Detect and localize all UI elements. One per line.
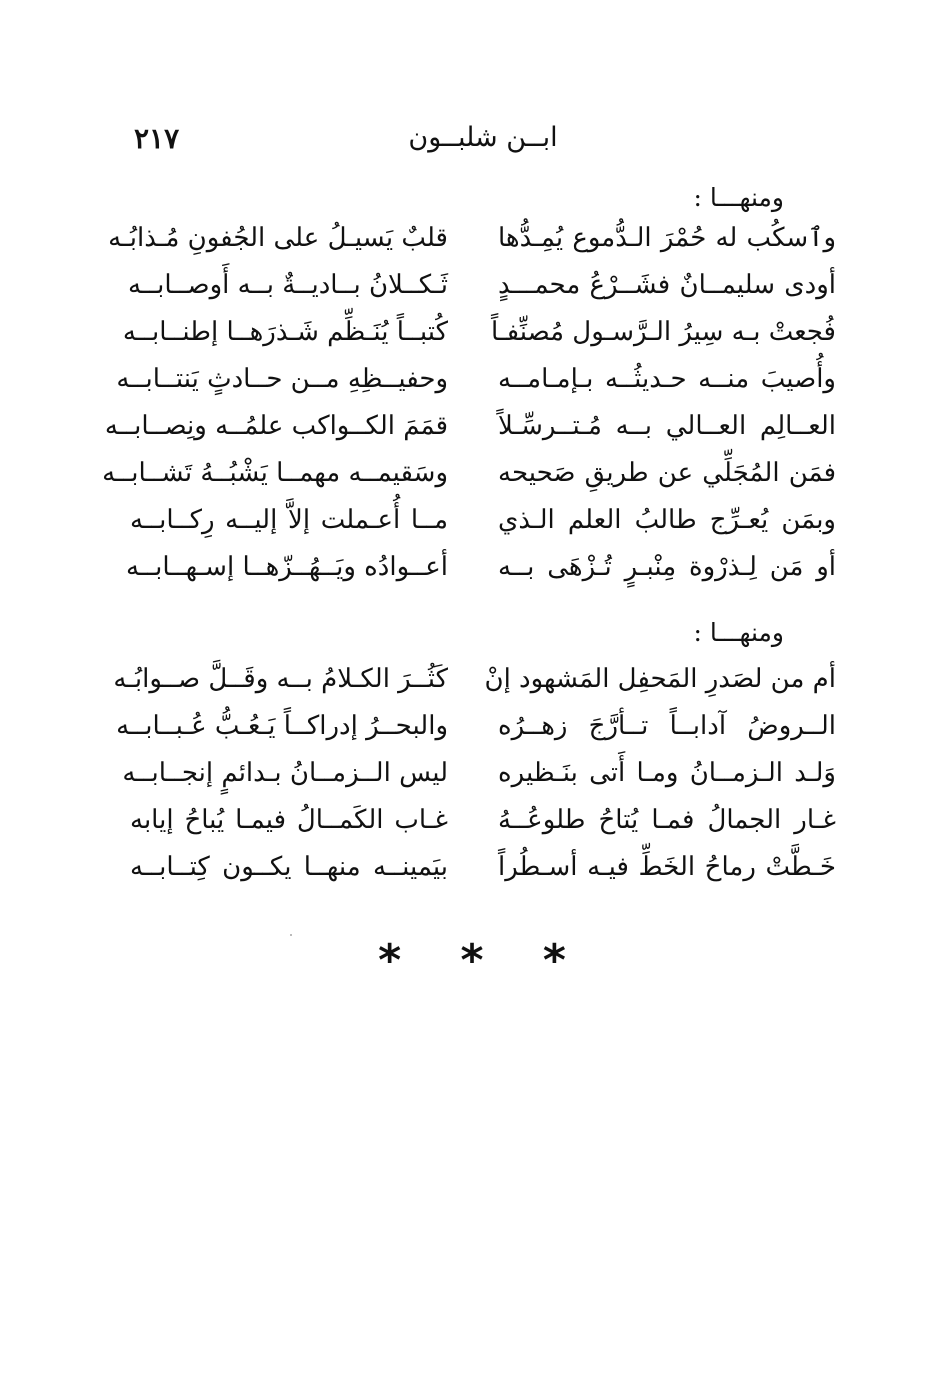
first-hemistich: خَـطَّتْ رماحُ الخَطِّ فيـه أسـطُراً	[498, 852, 836, 882]
first-hemistich: وبمَن يُعـرِّج طالبُ العلم الـذي	[498, 505, 836, 535]
second-hemistich: وسَقيمــه مهمــا يَشْبُــهُ تَشــابــه	[102, 458, 448, 488]
second-hemistich: كُتبــاً يُنَـظِّم شَـذرَهــا إطنــابــه	[122, 317, 448, 347]
section-separator: * * *	[378, 935, 588, 986]
verse-line	[130, 805, 836, 849]
first-hemistich: وَلـد الـزمــانُ ومـا أَتى بنَـظيره	[498, 758, 836, 788]
first-hemistich: فمَن المُجَلِّي عن طريقِ صَحيحه	[498, 458, 836, 488]
first-hemistich: فُجعتْ بـه سِيرُ الـرَّسـول مُصنِّفـاً	[491, 317, 836, 347]
verse-line	[102, 458, 836, 502]
page-number: ٢١٧	[134, 122, 180, 155]
verse-line	[104, 411, 836, 455]
verse-line	[113, 664, 836, 708]
second-hemistich: وحفيــظِهِ مــن حــادثٍ يَنتــابــه	[116, 364, 448, 394]
verse-line	[116, 364, 836, 408]
second-hemistich: ثَـكــلانُ بــاديــةٌ بــه أَوصــابــه	[127, 270, 448, 300]
running-title: ابــن شلبــون	[408, 122, 558, 153]
verse-line	[116, 711, 836, 755]
section-label: ومنهـــا :	[693, 618, 784, 647]
verse-line	[126, 552, 836, 596]
second-hemistich: ليس الــزمــانُ بـدائمٍ إنجــابــه	[122, 758, 448, 788]
first-hemistich: وأُصيبَ منــه حـديثُــه بـإمـامــه	[498, 364, 836, 394]
verse-line	[122, 758, 836, 802]
first-hemistich: العــالِم العــالي بــه مُـتــرسِّـلاً	[498, 411, 836, 441]
page-header	[130, 118, 836, 162]
first-hemistich: غـار الجمالُ فمـا يُتاحُ طلوعُــهُ	[498, 805, 836, 835]
first-hemistich: أودى سليمــانٌ فشَــرْعُ محمـــدٍ	[498, 270, 836, 300]
second-hemistich: بيَمينــه منهــا يكــون كِتــابــه	[130, 852, 448, 882]
verse-line	[130, 852, 836, 896]
verse-line	[130, 505, 836, 549]
second-hemistich: مــا أُعـملت إلاَّ إليــه رِكــابــه	[130, 505, 448, 535]
second-hemistich: كَثُــرَ الكـلامُ بــه وقَــلَّ صــوابُـه	[113, 664, 448, 694]
second-hemistich: قلبٌ يَسيـلُ على الجُفونِ مُـذابُـه	[108, 223, 448, 253]
first-hemistich: أم من لصَدرِ المَحفِل المَشهود إنْ	[484, 664, 836, 694]
second-hemistich: قمَمَ الكــواكب علمُــه ونِصــابــه	[104, 411, 448, 441]
second-hemistich: غـاب الكَمــالُ فيمـا يُباحُ إيابه	[130, 805, 448, 835]
verse-line	[122, 317, 836, 361]
verse-line	[108, 223, 836, 267]
section-label: ومنهـــا :	[693, 183, 784, 212]
first-hemistich: وٱسكُب له حُمْرَ الـدُّموع يُمِـدُّها	[498, 223, 836, 253]
verse-line	[127, 270, 836, 314]
first-hemistich: الــروضُ آدابــاً تــأرَّجَ زهــرُه	[498, 711, 836, 741]
second-hemistich: والبحــرُ إدراكــاً يَـعُـبُّ عُـبــابــه	[116, 711, 448, 741]
second-hemistich: أعــوادُه ويَــهُــزّهــا إسـهــابــه	[126, 552, 448, 582]
first-hemistich: أو مَن لِـذرْوة مِنْبـرٍ تُـزْهَى بــه	[498, 552, 836, 582]
